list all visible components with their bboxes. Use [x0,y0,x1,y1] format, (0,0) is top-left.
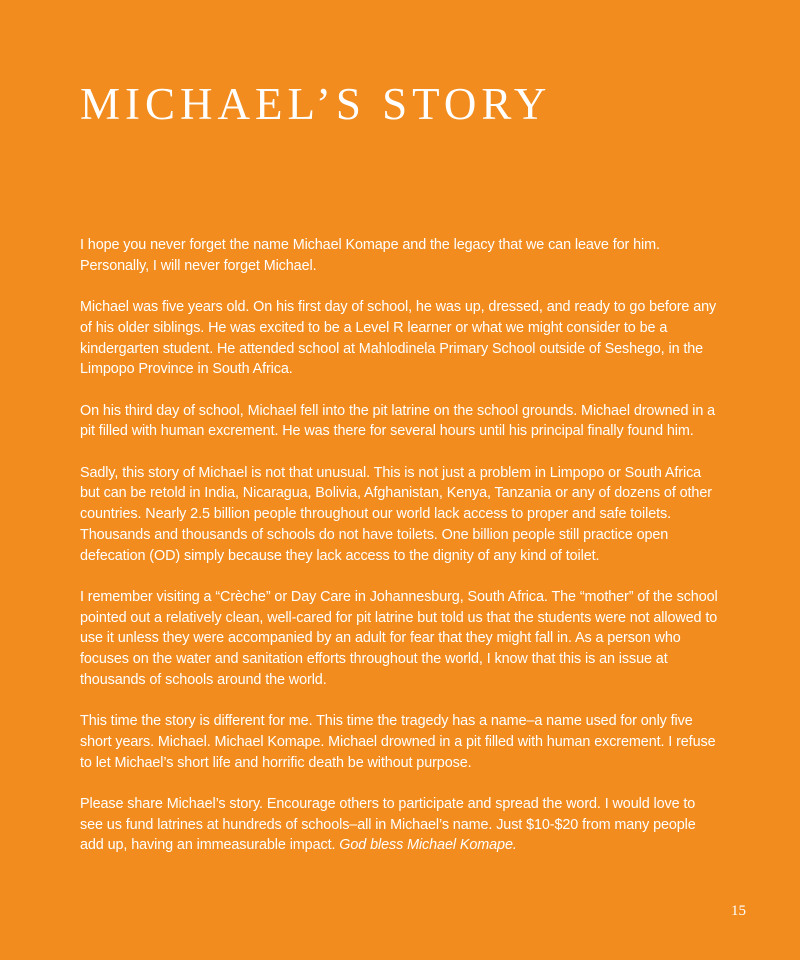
paragraph-2: Michael was five years old. On his first day of school, he was up, dressed, and ready to go before any of his older siblings. He was excited to be a Level R learner or what we might consider to be a kindergarten student. He attended school at Mahlodinela Primary School outside of Seshego, in the Limpopo Province in South Africa. [80,299,717,378]
story-body [80,235,720,856]
paragraph-5: I remember visiting a “Crèche” or Day Care in Johannesburg, South Africa. The “mother” of the school pointed out a relatively clean, well-cared for pit latrine but told us that the students were not allowed to use it unless they were accompanied by an adult for fear that they might fall in. As a person who focuses on the water and sanitation efforts throughout the world, I know that this is an issue at thousands of schools around the world. [80,588,718,688]
paragraph-1: I hope you never forget the name Michael Komape and the legacy that we can leave for him. Personally, I will never forget Michael. [80,237,660,274]
paragraph-4: Sadly, this story of Michael is not that unusual. This is not just a problem in Limpopo or South Africa but can be retold in India, Nicaragua, Bolivia, Afghanistan, Kenya, Tanzania or any of dozens of other countries. Nearly 2.5 billion people throughout our world lack access to proper and safe toilets. Thousands and thousands of schools do not have toilets. One billion people still practice open defecation (OD) simply because they lack access to the dignity of any kind of toilet. [80,464,712,564]
paragraph-3: On his third day of school, Michael fell into the pit latrine on the school grounds. Michael drowned in a pit filled with human excrement. He was there for several hours until his principal finally found him. [80,402,716,440]
page-title: MICHAEL’S STORY [80,79,552,129]
closing-blessing: God bless Michael Komape. [339,837,517,854]
page-number: 15 [731,903,746,919]
paragraph-7 [80,794,720,856]
paragraph-6: This time the story is different for me. This time the tragedy has a name–a name used for only five short years. Michael. Michael Komape. Michael drowned in a pit filled with human excrement. I refuse to let Michael’s short life and horrific death be without purpose. [80,713,716,771]
closing-text: Please share Michael’s story. Encourage others to participate and spread the word. I would love to see us fund latrines at hundreds of schools–all in Michael’s name. Just $10-$20 from many people add up, having an immeasurable impact. [80,795,696,854]
